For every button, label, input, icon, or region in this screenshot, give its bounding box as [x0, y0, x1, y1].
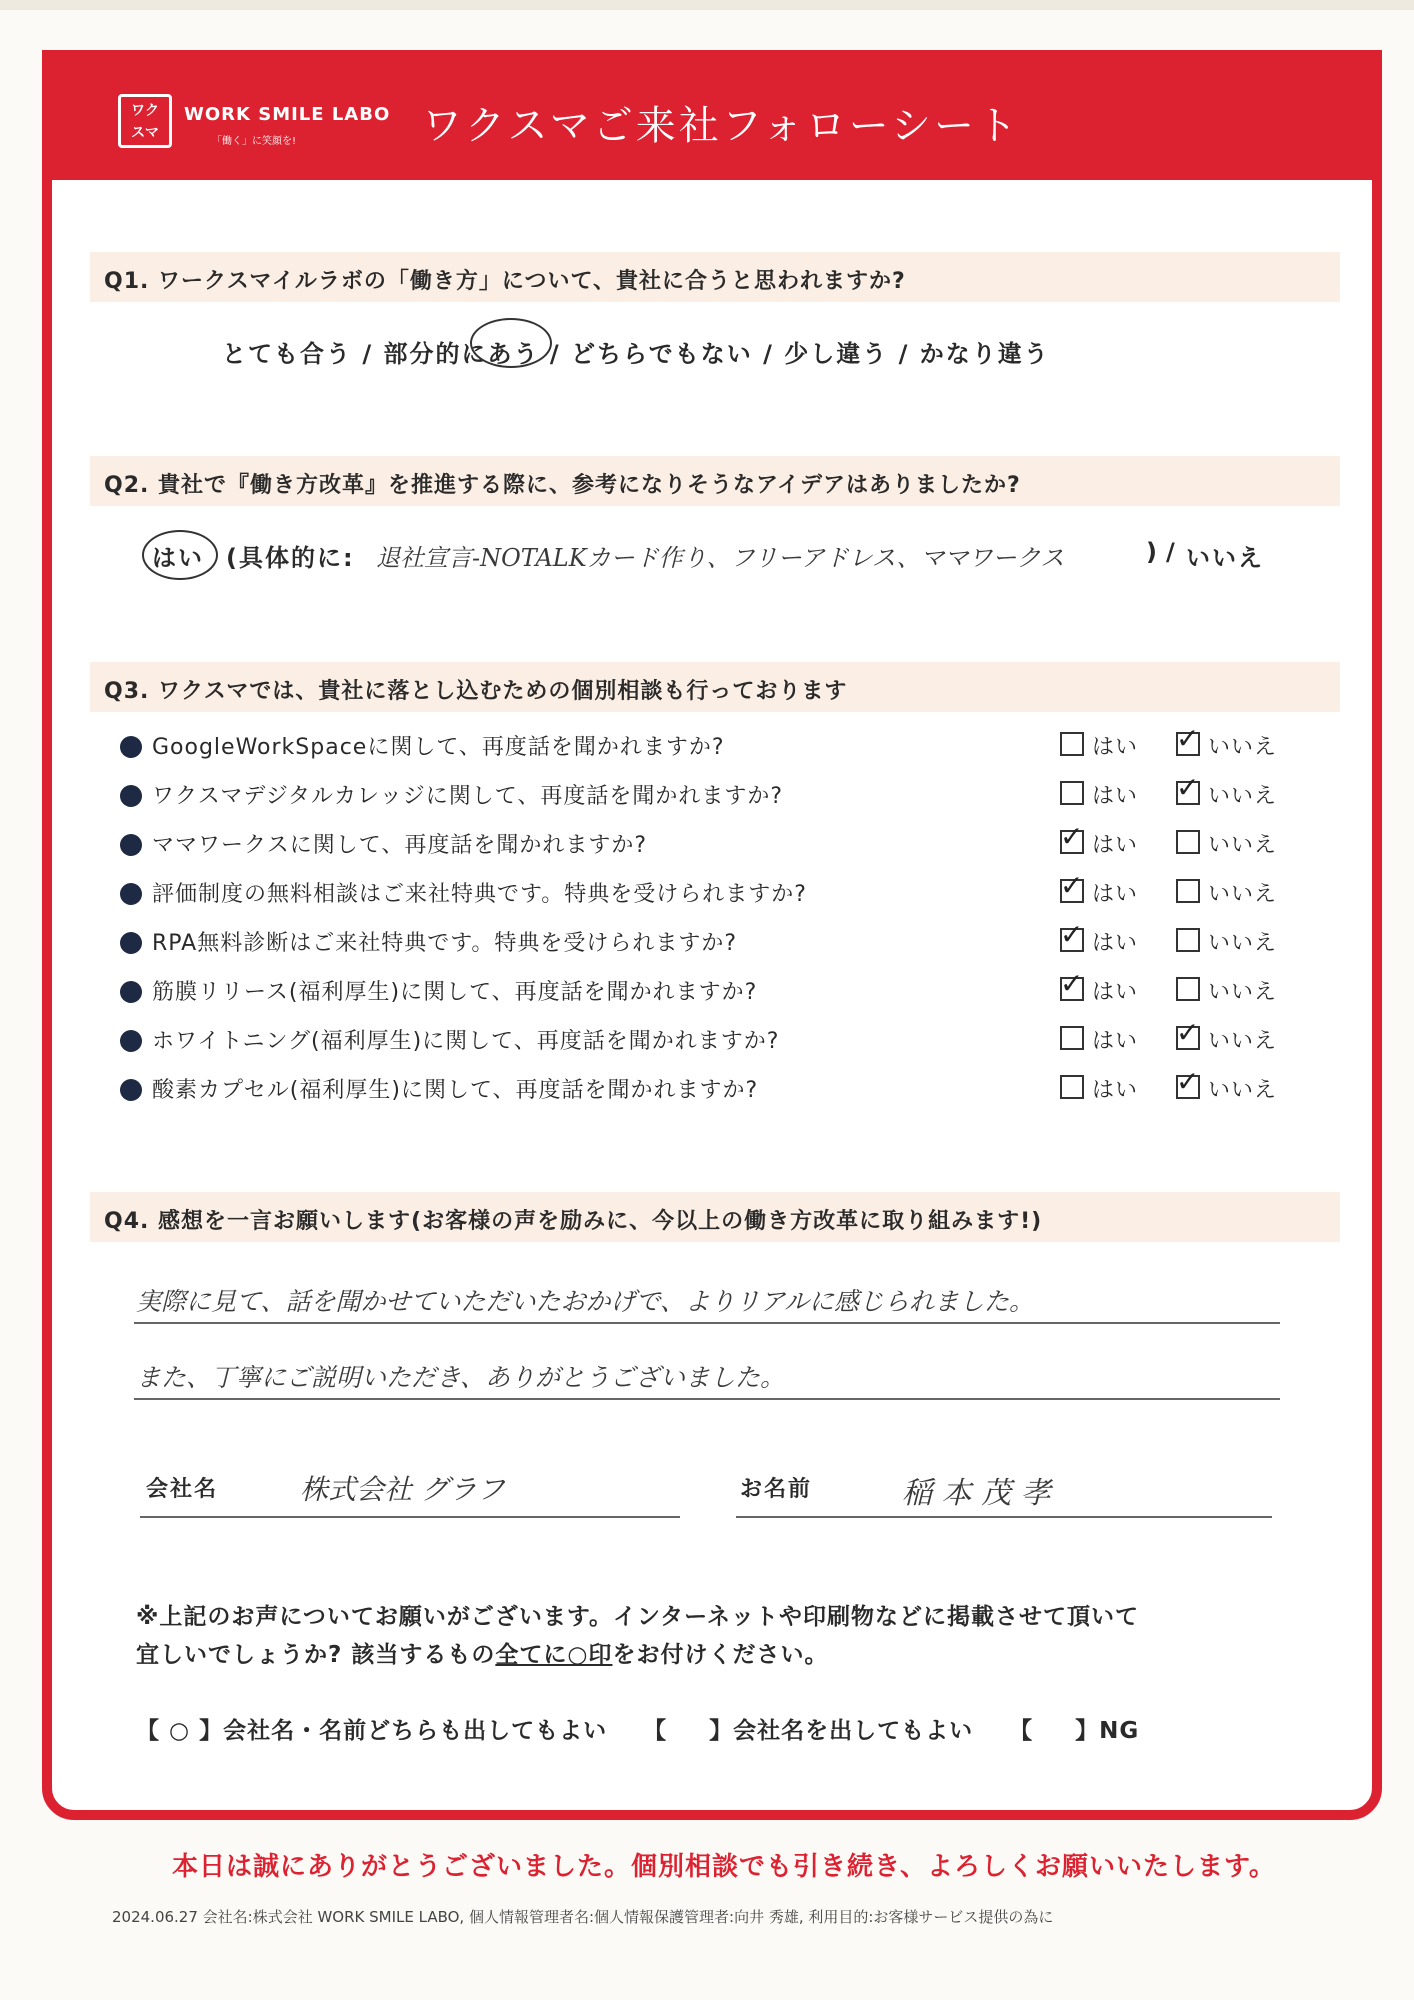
q3-no-label: いいえ [1208, 735, 1278, 760]
page-title: ワクスマご来社フォローシート [422, 103, 1020, 149]
consent-label-3: NG [1099, 1718, 1140, 1744]
q3-item [120, 1016, 1320, 1060]
q3-item-question: GoogleWorkSpaceに関して、再度話を聞かれますか? [152, 735, 725, 760]
q1-question: Q1. ワークスマイルラボの「働き方」について、貴社に合うと思われますか? [104, 269, 906, 294]
q3-yes-checkbox[interactable] [1060, 869, 1085, 903]
q3-no-checkbox[interactable] [1176, 928, 1200, 952]
consent-text-2b: 全てに○印 [495, 1642, 613, 1668]
q1-option-1[interactable]: とても合う [222, 340, 352, 368]
consent-text-2c: をお付けください。 [612, 1642, 829, 1668]
consent-label-2: 会社名を出してもよい [733, 1718, 974, 1744]
q2-yes[interactable]: はい [152, 544, 204, 572]
q3-yes-checkbox[interactable] [1060, 732, 1084, 756]
bullet-icon [120, 1079, 142, 1101]
q3-no-label: いいえ [1208, 833, 1278, 858]
check-mark-icon: ✓ [1060, 967, 1085, 1000]
consent-option-1[interactable]: 【 ○ 】会社名・名前どちらも出してもよい [136, 1718, 608, 1744]
consent-mark-1: ○ [169, 1718, 191, 1744]
company-value[interactable]: 株式会社 グラフ [300, 1473, 505, 1506]
q3-item-question: ホワイトニング(福利厚生)に関して、再度話を聞かれますか? [152, 1029, 780, 1054]
q3-no-checkbox[interactable] [1176, 771, 1201, 805]
separator: / [549, 340, 561, 368]
q2-separator: / [1166, 538, 1177, 566]
q3-item [120, 869, 1320, 913]
footer-thanks: 本日は誠にありがとうございました。個別相談でも引き続き、よろしくお願いいたします。 [172, 1852, 1276, 1882]
check-mark-icon: ✓ [1060, 820, 1085, 853]
separator: / [362, 340, 374, 368]
q3-yes-checkbox[interactable] [1060, 781, 1084, 805]
consent-text-2 [136, 1636, 828, 1669]
q3-no-label: いいえ [1208, 980, 1278, 1005]
company-label: 会社名 [146, 1477, 219, 1502]
bullet-icon [120, 932, 142, 954]
q4-question: Q4. 感想を一言お願いします(お客様の声を励みに、今以上の働き方改革に取り組みます!) [104, 1209, 1043, 1234]
q3-no-checkbox[interactable] [1176, 1065, 1201, 1099]
q1-options [222, 334, 1050, 369]
q2-question: Q2. 貴社で『働き方改革』を推進する際に、参考になりそうなアイデアはありましたか? [104, 473, 1021, 498]
q2-no[interactable]: いいえ [1186, 544, 1264, 572]
q3-item [120, 918, 1320, 962]
name-value[interactable]: 稲 本 茂 孝 [902, 1476, 1051, 1511]
q3-yes-label: はい [1092, 784, 1139, 809]
q4-rule-2 [134, 1398, 1280, 1400]
check-mark-icon: ✓ [1176, 1016, 1201, 1049]
consent-text-2a: 宜しいでしょうか? 該当するもの [136, 1642, 496, 1668]
q3-no-checkbox[interactable] [1176, 830, 1200, 854]
q3-yes-label: はい [1092, 833, 1139, 858]
q3-no-label: いいえ [1208, 1078, 1278, 1103]
q4-answer-line-2: また、丁寧にご説明いただき、ありがとうございました。 [136, 1363, 786, 1392]
bullet-icon [120, 1030, 142, 1052]
q3-yes-label: はい [1092, 980, 1139, 1005]
q3-yes-checkbox[interactable] [1060, 918, 1085, 952]
sheet-header [52, 60, 1372, 180]
bullet-icon [120, 981, 142, 1003]
q3-item-question: 酸素カプセル(福利厚生)に関して、再度話を聞かれますか? [152, 1078, 759, 1103]
q1-option-5[interactable]: かなり違う [919, 340, 1050, 368]
q3-question: Q3. ワクスマでは、貴社に落とし込むための個別相談も行っております [104, 679, 848, 704]
q2-selection-circle [142, 530, 218, 580]
q3-yes-checkbox[interactable] [1060, 967, 1085, 1001]
q2-detail-prefix: (具体的に: [226, 544, 355, 572]
q2-detail-suffix: ) [1146, 538, 1159, 566]
q3-yes-label: はい [1092, 882, 1139, 907]
scan-top-edge [0, 0, 1414, 10]
q1-option-4[interactable]: 少し違う [784, 340, 889, 368]
bullet-icon [120, 883, 142, 905]
q3-no-label: いいえ [1208, 1029, 1278, 1054]
bullet-icon [120, 834, 142, 856]
q3-no-label: いいえ [1208, 882, 1278, 907]
q3-item [120, 820, 1320, 864]
name-label: お名前 [740, 1477, 813, 1502]
q3-no-checkbox[interactable] [1176, 879, 1200, 903]
check-mark-icon: ✓ [1176, 771, 1201, 804]
separator: / [763, 340, 774, 368]
logo-name: WORK SMILE LABO [184, 104, 391, 125]
q3-yes-checkbox[interactable] [1060, 1075, 1084, 1099]
bullet-icon [120, 785, 142, 807]
q3-item-question: ワクスマデジタルカレッジに関して、再度話を聞かれますか? [152, 784, 784, 809]
q3-item [120, 1065, 1320, 1109]
q3-yes-label: はい [1092, 1078, 1139, 1103]
q4-rule-1 [134, 1322, 1280, 1324]
q3-item-question: 筋膜リリース(福利厚生)に関して、再度話を聞かれますか? [152, 980, 758, 1005]
q3-item-question: RPA無料診断はご来社特典です。特典を受けられますか? [152, 931, 738, 956]
q2-detail-answer: 退社宣言-NOTALKカード作り、フリーアドレス、ママワークス [376, 544, 1065, 572]
q3-item [120, 771, 1320, 815]
q3-no-checkbox[interactable] [1176, 977, 1200, 1001]
consent-options [136, 1712, 1139, 1745]
q3-yes-label: はい [1092, 735, 1139, 760]
q3-yes-checkbox[interactable] [1060, 1026, 1084, 1050]
q1-selection-circle [470, 318, 552, 368]
q1-option-3[interactable]: どちらでもない [570, 340, 753, 368]
logo-tagline: 「働く」に笑顔を! [212, 136, 297, 147]
name-rule [736, 1516, 1272, 1518]
q3-yes-label: はい [1092, 1029, 1139, 1054]
check-mark-icon: ✓ [1176, 1065, 1201, 1098]
q3-no-checkbox[interactable] [1176, 722, 1201, 756]
q3-item-question: 評価制度の無料相談はご来社特典です。特典を受けられますか? [152, 882, 807, 907]
separator: / [898, 340, 910, 368]
check-mark-icon: ✓ [1060, 918, 1085, 951]
q3-no-label: いいえ [1208, 931, 1278, 956]
q1-option-2[interactable]: 部分的にあう [383, 340, 540, 368]
check-mark-icon: ✓ [1060, 869, 1085, 902]
logo-icon: ワク スマ [118, 94, 172, 148]
q3-yes-checkbox[interactable] [1060, 820, 1085, 854]
consent-option-3[interactable]: 【 】NG [1009, 1718, 1140, 1744]
company-rule [140, 1516, 680, 1518]
q3-item [120, 967, 1320, 1011]
bullet-icon [120, 736, 142, 758]
consent-label-1: 会社名・名前どちらも出してもよい [223, 1718, 608, 1744]
q4-answer-line-1: 実際に見て、話を聞かせていただいたおかげで、よりリアルに感じられました。 [136, 1287, 1035, 1316]
q3-no-checkbox[interactable] [1176, 1016, 1201, 1050]
consent-text-1: ※上記のお声についてお願いがございます。インターネットや印刷物などに掲載させて頂いて [136, 1604, 1139, 1630]
check-mark-icon: ✓ [1176, 722, 1201, 755]
q3-item [120, 722, 1320, 766]
q3-no-label: いいえ [1208, 784, 1278, 809]
q3-yes-label: はい [1092, 931, 1139, 956]
consent-option-2[interactable]: 【 】会社名を出してもよい [643, 1718, 974, 1744]
footer-small-print: 2024.06.27 会社名:株式会社 WORK SMILE LABO, 個人情報管理者名:個人情報保護管理者:向井 秀雄, 利用目的:お客様サービス提供の為に [112, 1908, 1054, 1926]
q3-item-question: ママワークスに関して、再度話を聞かれますか? [152, 833, 648, 858]
